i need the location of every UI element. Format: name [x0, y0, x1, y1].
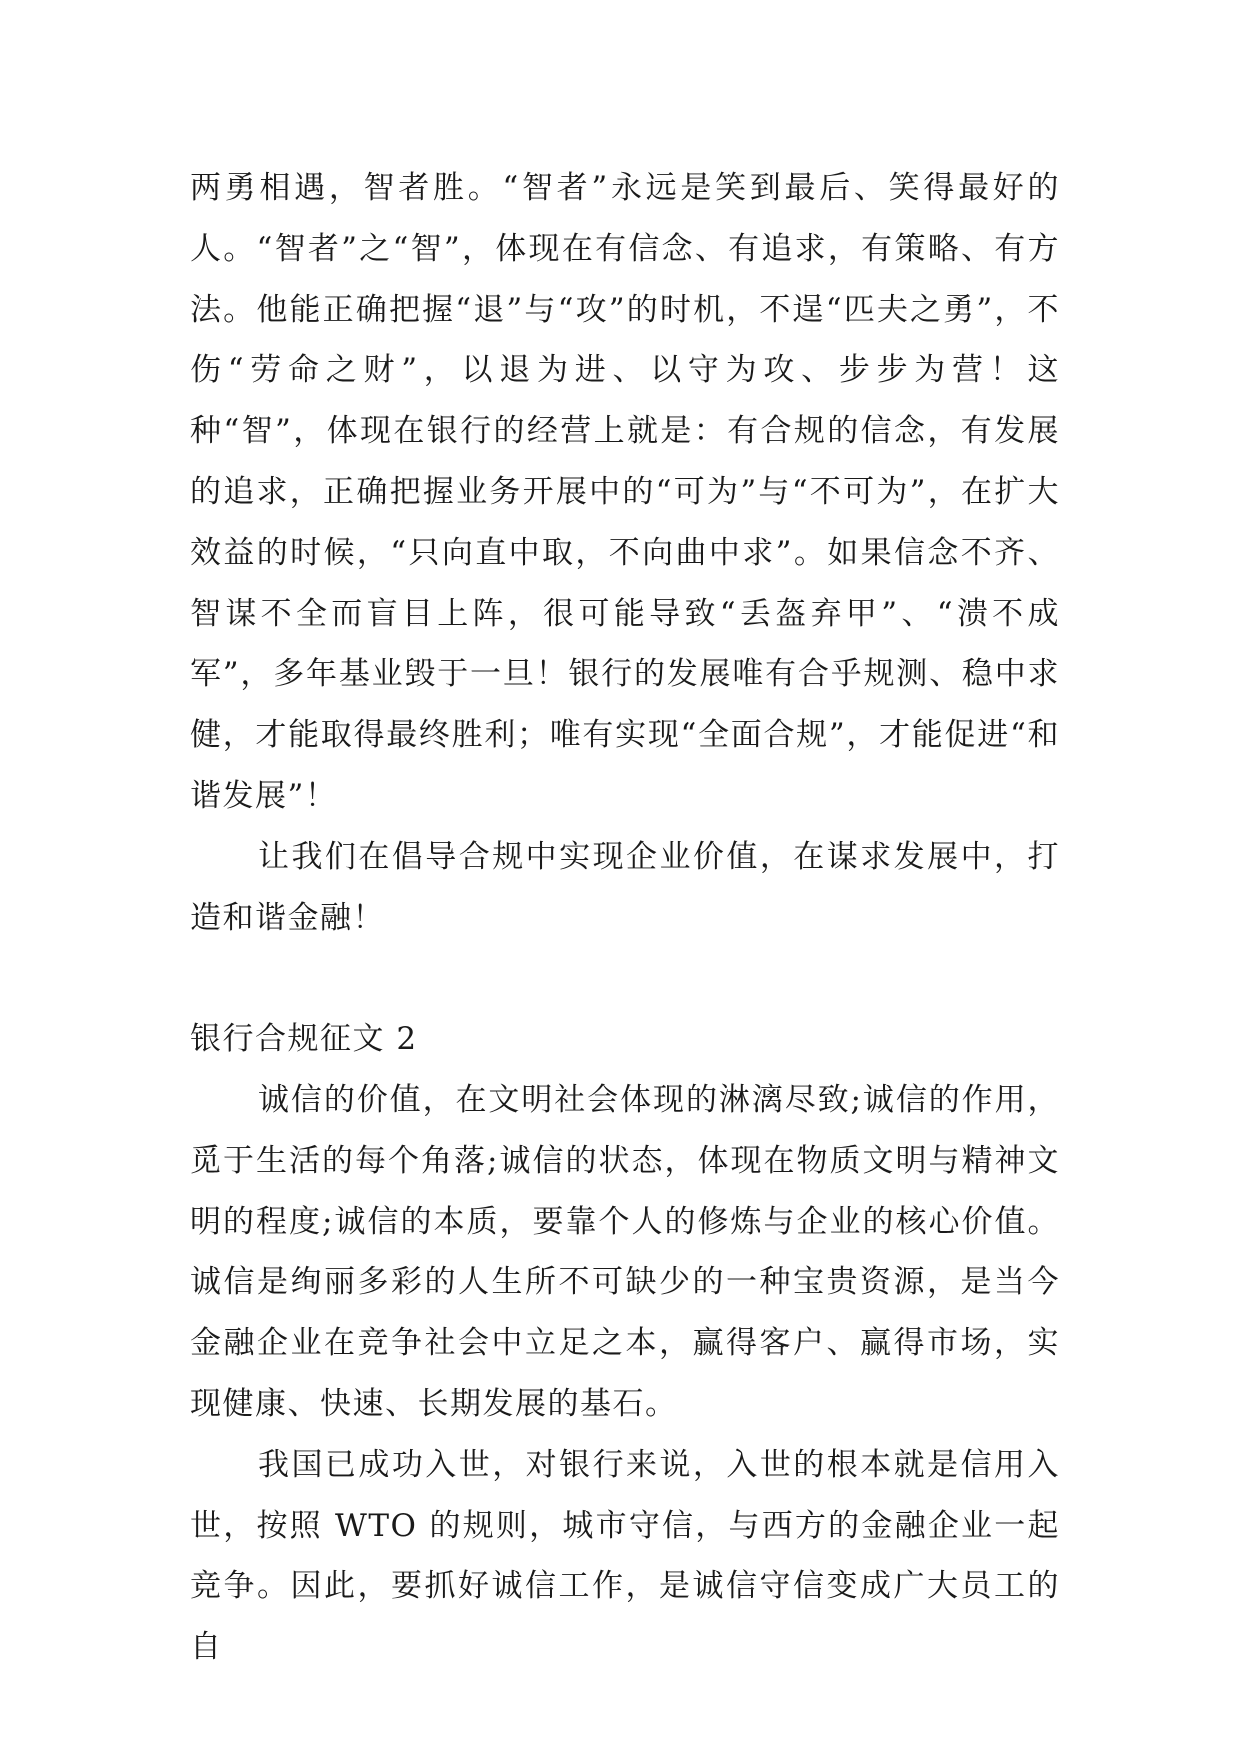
document-body [190, 158, 1060, 1678]
paragraph-call-to-action: 让我们在倡导合规中实现企业价值，在谋求发展中，打造和谐金融！ [190, 838, 1060, 936]
paragraph-wisdom: 两勇相遇，智者胜。“智者”永远是笑到最后、笑得最好的人。“智者”之“智”，体现在有信念、有追求，有策略、有方法。他能正确把握“退”与“攻”的时机，不逞“匹夫之勇”，不伤“劳命之财”，以退为进、以守为攻、步步为营！这种“智”，体现在银行的经营上就是：有合规的信念，有发展的追求，正确把握业务开展中的“可为”与“不可为”，在扩大效益的时候，“只向直中取，不向曲中求”。如果信念不齐、智谋不全而盲目上阵，很可能导致“丢盔弃甲”、“溃不成军”，多年基业毁于一旦！银行的发展唯有合乎规测、稳中求健，才能取得最终胜利；唯有实现“全面合规”，才能促进“和谐发展”！ [190, 170, 1060, 814]
section-heading: 银行合规征文 2 [190, 1021, 418, 1058]
section-spacer [190, 948, 1060, 1009]
paragraph-integrity-value: 诚信的价值，在文明社会体现的淋漓尽致;诚信的作用，觅于生活的每个角落;诚信的状态，体现在物质文明与精神文明的程度;诚信的本质，要靠个人的修炼与企业的核心价值。诚信是绚丽多彩的人生所不可缺少的一种宝贵资源，是当今金融企业在竞争社会中立足之本，赢得客户、赢得市场，实现健康、快速、长期发展的基石。 [190, 1081, 1060, 1422]
paragraph-wto-entry: 我国已成功入世，对银行来说，入世的根本就是信用入世，按照 WTO 的规则，城市守信，与西方的金融企业一起竞争。因此，要抓好诚信工作，是诚信守信变成广大员工的自 [190, 1446, 1060, 1666]
